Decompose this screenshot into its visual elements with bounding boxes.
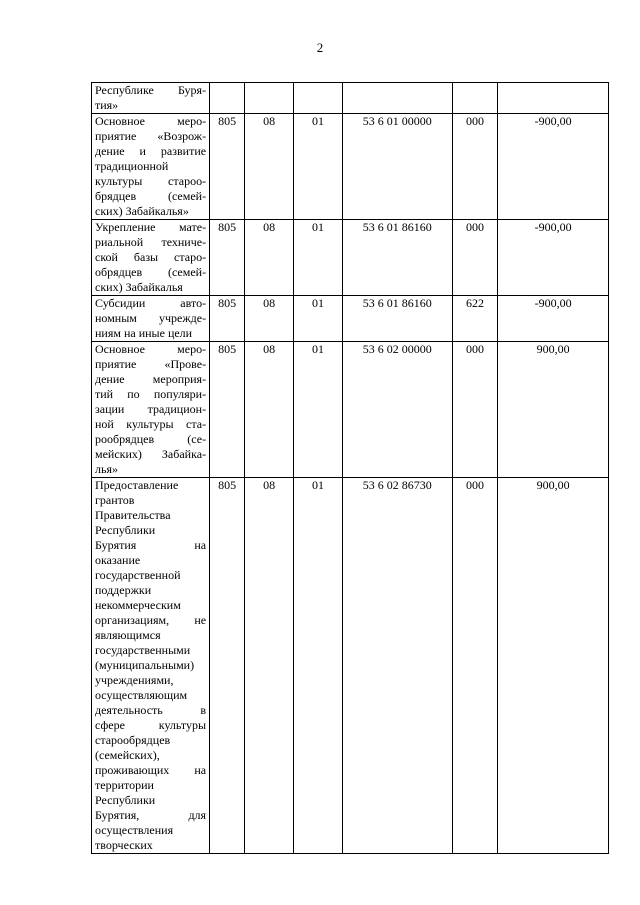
cell-name-line: осуществления	[95, 823, 174, 837]
cell-name-line: учреждениями,	[95, 673, 174, 687]
cell-name-line: деятельность в	[95, 703, 207, 717]
cell-gr: 805	[210, 220, 245, 296]
table-row	[92, 296, 609, 342]
cell-name-line: ной культуры ста-	[95, 417, 207, 431]
cell-name-line: государственными	[95, 643, 191, 657]
cell-name	[92, 220, 210, 296]
cell-vr: 622	[452, 296, 498, 342]
cell-name-line: организациям, не	[95, 613, 207, 627]
page-number: 2	[316, 40, 324, 55]
cell-name-line: Республики	[95, 523, 156, 537]
cell-vr: 000	[452, 342, 498, 478]
cell-name-line: грантов	[95, 493, 135, 507]
cell-name-line: тия»	[95, 98, 119, 112]
cell-name-line: дение и развитие	[95, 144, 207, 158]
table-body	[92, 83, 609, 854]
cell-sum: -900,00	[498, 296, 609, 342]
cell-pr: 01	[294, 342, 343, 478]
cell-name-line: сфере культуры	[95, 718, 207, 732]
budget-table	[91, 82, 609, 854]
cell-name-line: культуры староо-	[95, 174, 207, 188]
cell-sum: -900,00	[498, 114, 609, 220]
table-row	[92, 114, 609, 220]
cell-sum: 900,00	[498, 342, 609, 478]
cell-name-line: мейских) Забайка-	[95, 447, 207, 461]
cell-name-line: Предоставление	[95, 478, 179, 492]
cell-pr	[294, 83, 343, 114]
table-row	[92, 478, 609, 854]
cell-name-line: брядцев (семей-	[95, 189, 207, 203]
cell-name-line: ских) Забайкалья»	[95, 204, 189, 218]
cell-name-line: ских) Забайкалья	[95, 280, 183, 294]
cell-pr: 01	[294, 296, 343, 342]
cell-sum	[498, 83, 609, 114]
cell-name-line: приятие «Прове-	[95, 357, 207, 371]
cell-vr: 000	[452, 114, 498, 220]
cell-name-line: лья»	[95, 462, 118, 476]
cell-csr: 53 6 01 86160	[343, 296, 453, 342]
cell-name-line: (муниципальными)	[95, 658, 195, 672]
cell-pr: 01	[294, 478, 343, 854]
cell-name-line: осуществляющим	[95, 688, 188, 702]
cell-name-line: традиционной	[95, 159, 169, 173]
cell-name-line: приятие «Возрож-	[95, 129, 207, 143]
cell-name-line: творческих	[95, 838, 153, 852]
cell-name-line: проживающих на	[95, 763, 207, 777]
cell-vr: 000	[452, 220, 498, 296]
cell-name	[92, 83, 210, 114]
cell-rz	[245, 83, 294, 114]
cell-rz: 08	[245, 342, 294, 478]
cell-name-line: номным учрежде-	[95, 311, 207, 325]
cell-gr: 805	[210, 114, 245, 220]
table-row	[92, 342, 609, 478]
cell-csr: 53 6 01 00000	[343, 114, 453, 220]
cell-name	[92, 296, 210, 342]
cell-name-line: обрядцев (семей-	[95, 265, 207, 279]
cell-name-line: Бурятия, для	[95, 808, 207, 822]
cell-csr	[343, 83, 453, 114]
cell-rz: 08	[245, 296, 294, 342]
cell-csr: 53 6 01 86160	[343, 220, 453, 296]
cell-gr: 805	[210, 342, 245, 478]
cell-name-line: Укрепление мате-	[95, 220, 207, 234]
cell-name-line: Субсидии авто-	[95, 296, 207, 310]
cell-csr: 53 6 02 00000	[343, 342, 453, 478]
table-row	[92, 220, 609, 296]
cell-name-line: (семейских),	[95, 748, 160, 762]
cell-name	[92, 478, 210, 854]
cell-name-line: Республике Буря-	[95, 83, 207, 97]
cell-name-line: Основное меро-	[95, 114, 207, 128]
cell-pr: 01	[294, 114, 343, 220]
cell-name-line: старообрядцев	[95, 733, 171, 747]
cell-sum: -900,00	[498, 220, 609, 296]
cell-sum: 900,00	[498, 478, 609, 854]
cell-name-line: оказание	[95, 553, 141, 567]
cell-name-line: ниям на иные цели	[95, 326, 193, 340]
cell-rz: 08	[245, 220, 294, 296]
table-row	[92, 83, 609, 114]
cell-gr: 805	[210, 478, 245, 854]
cell-name-line: поддержки	[95, 583, 152, 597]
cell-name-line: зации традицион-	[95, 402, 207, 416]
cell-csr: 53 6 02 86730	[343, 478, 453, 854]
cell-pr: 01	[294, 220, 343, 296]
cell-name-line: риальной техниче-	[95, 235, 207, 249]
cell-name-line: рообрядцев (се-	[95, 432, 207, 446]
cell-gr	[210, 83, 245, 114]
cell-name-line: являющимся	[95, 628, 161, 642]
cell-name-line: некоммерческим	[95, 598, 181, 612]
cell-name-line: ской базы старо-	[95, 250, 207, 264]
cell-name-line: Республики	[95, 793, 156, 807]
cell-vr	[452, 83, 498, 114]
cell-rz: 08	[245, 114, 294, 220]
cell-name	[92, 342, 210, 478]
cell-name-line: Бурятия на	[95, 538, 207, 552]
cell-vr: 000	[452, 478, 498, 854]
cell-name-line: тий по популяри-	[95, 387, 207, 401]
cell-rz: 08	[245, 478, 294, 854]
cell-name-line: дение мероприя-	[95, 372, 207, 386]
cell-name-line: территории	[95, 778, 154, 792]
cell-name-line: государственной	[95, 568, 181, 582]
cell-name	[92, 114, 210, 220]
cell-name-line: Основное меро-	[95, 342, 207, 356]
cell-gr: 805	[210, 296, 245, 342]
cell-name-line: Правительства	[95, 508, 171, 522]
